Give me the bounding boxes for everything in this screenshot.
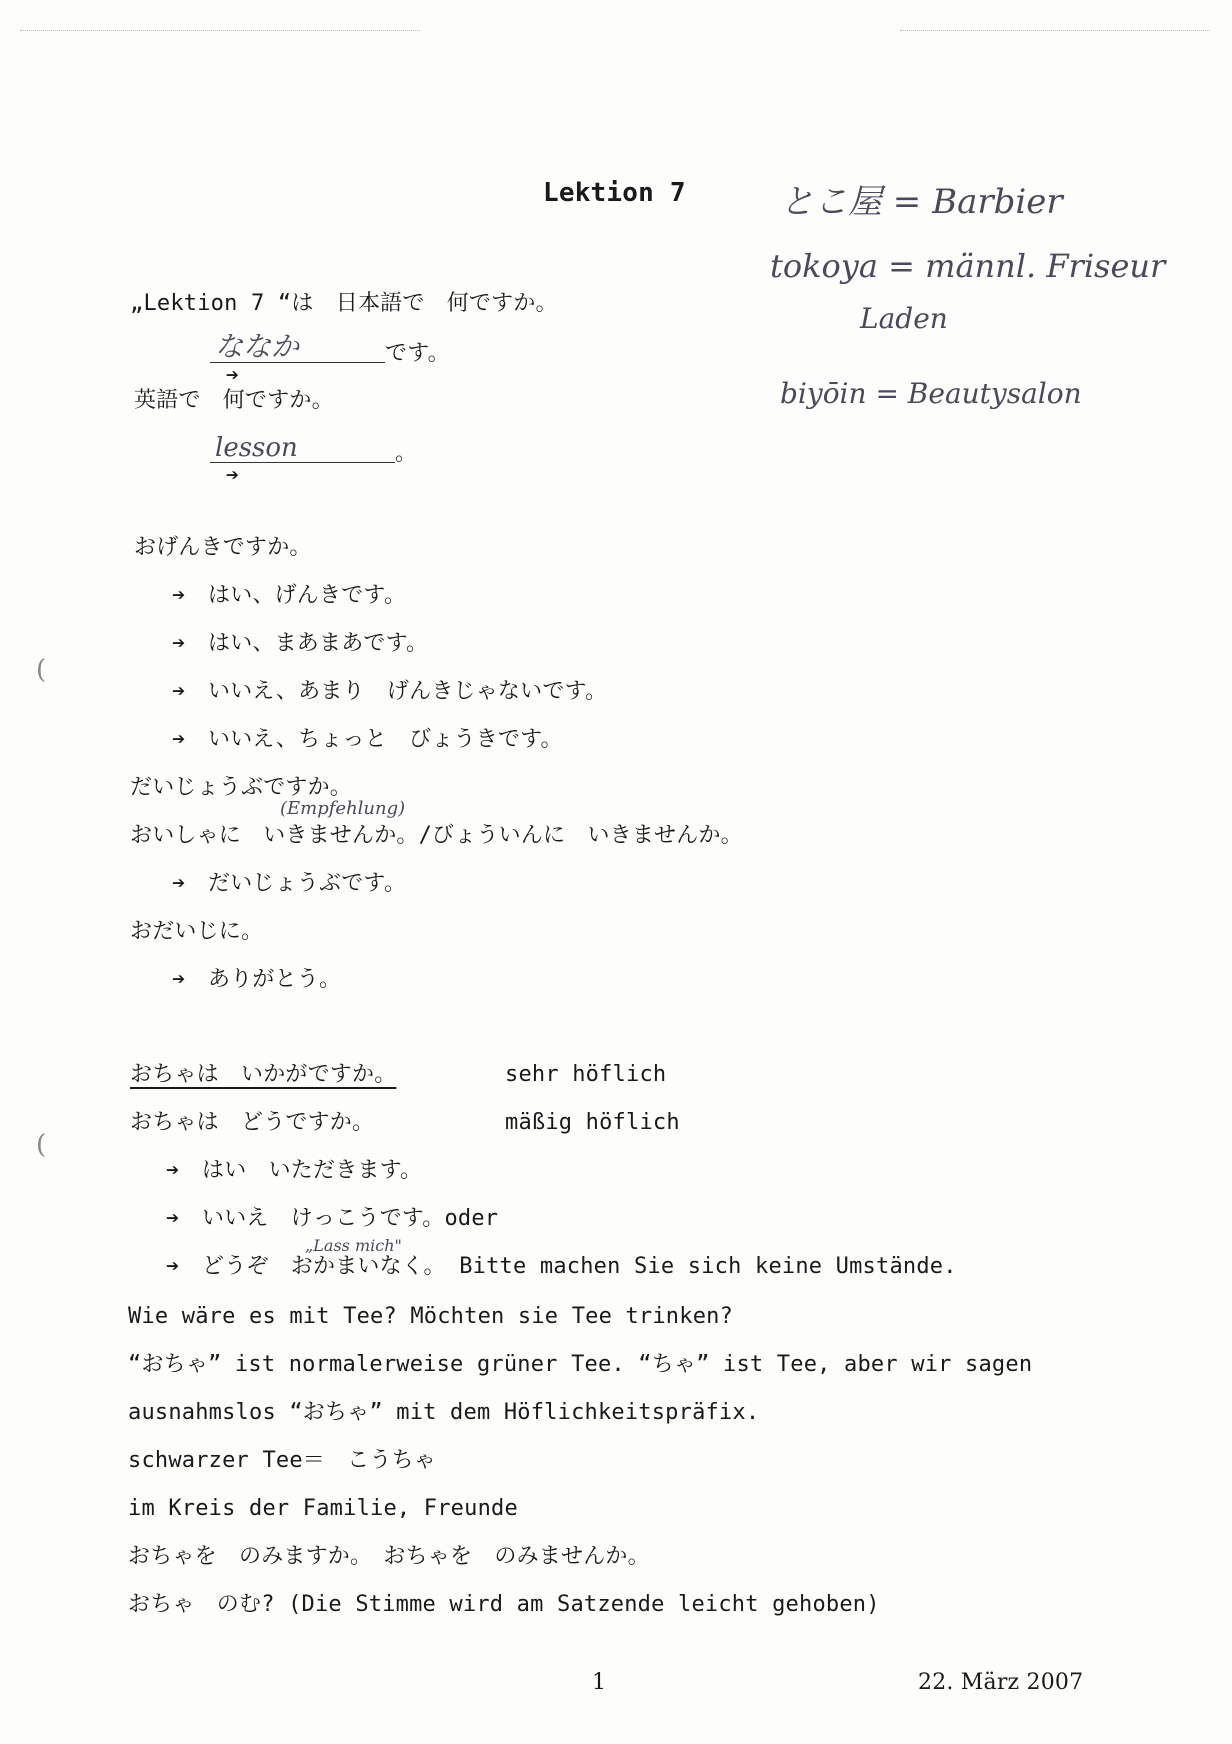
response-line: ➔ ありがとう。 (172, 967, 342, 992)
response-line: ➔ はい いただきます。 (166, 1158, 423, 1183)
text-line: おちゃ のむ? (Die Stimme wird am Satzende leicht gehoben) (128, 1592, 880, 1617)
arrow-icon: ➔ (172, 727, 186, 752)
handwritten-answer: ななか (215, 330, 300, 363)
response-line: ➔ はい、げんきです。 (172, 583, 407, 608)
arrow-icon: ➔ (172, 583, 186, 608)
response-line: ➔ どうぞ おかまいなく。 Bitte machen Sie sich keine Umstände. (166, 1254, 957, 1279)
question-line: おげんきですか。 (134, 535, 312, 560)
scan-edge-mark (20, 30, 420, 32)
arrow-icon: ➔ (172, 967, 186, 992)
arrow-icon: ➔ (225, 363, 240, 388)
footer-date: 22. März 2007 (918, 1670, 1084, 1695)
handwritten-note: Laden (860, 302, 948, 335)
arrow-icon: ➔ (172, 679, 186, 704)
arrow-icon: ➔ (172, 631, 186, 656)
response-line: ➔ いいえ、ちょっと びょうきです。 (172, 727, 563, 752)
handwritten-note: tokoya = männl. Friseur (770, 247, 1166, 285)
page-title: Lektion 7 (543, 178, 686, 208)
question-line: おちゃは いかがですか。 (130, 1062, 397, 1087)
text-line: Wie wäre es mit Tee? Möchten sie Tee trinken? (128, 1304, 734, 1329)
handwritten-answer: lesson (215, 433, 298, 463)
question-line: „Lektion 7 “は 日本語で 何ですか。 (130, 291, 558, 316)
text-line: schwarzer Tee＝ こうちゃ (128, 1448, 436, 1473)
scan-edge-mark (900, 30, 1210, 32)
handwritten-annotation: „Lass mich" (305, 1236, 402, 1255)
response-line: ➔ いいえ、あまり げんきじゃないです。 (172, 679, 608, 704)
scan-artifact: ( (36, 1130, 47, 1160)
handwritten-note: biyōin = Beautysalon (780, 377, 1082, 410)
question-line: だいじょうぶですか。 (130, 775, 353, 800)
answer-suffix: です。 (385, 341, 450, 366)
question-line: おだいじに。 (130, 919, 264, 944)
response-line: ➔ いいえ けっこうです。oder (166, 1206, 499, 1231)
arrow-icon: ➔ (225, 463, 240, 488)
scan-artifact: ( (36, 655, 47, 685)
politeness-note: mäßig höflich (505, 1110, 680, 1135)
page-number: 1 (592, 1670, 607, 1695)
text-line: ausnahmslos “おちゃ” mit dem Höflichkeitspräfix. (128, 1400, 760, 1425)
response-line: ➔ だいじょうぶです。 (172, 871, 407, 896)
question-line: 英語で 何ですか。 (134, 388, 334, 413)
arrow-icon: ➔ (172, 871, 186, 896)
handwritten-annotation: (Empfehlung) (280, 798, 406, 819)
text-line: “おちゃ” ist normalerweise grüner Tee. “ちゃ” ist Tee, aber wir sagen (128, 1352, 1033, 1377)
text-line: im Kreis der Familie, Freunde (128, 1496, 518, 1521)
response-line: ➔ はい、まあまあです。 (172, 631, 429, 656)
answer-suffix: 。 (395, 441, 418, 466)
question-line: おちゃは どうですか。 (130, 1110, 375, 1135)
text-line: おちゃを のみますか。 おちゃを のみませんか。 (128, 1544, 650, 1569)
politeness-note: sehr höflich (505, 1062, 667, 1087)
arrow-icon: ➔ (166, 1206, 180, 1231)
arrow-icon: ➔ (166, 1158, 180, 1183)
handwritten-note: とこ屋 = Barbier (780, 182, 1063, 222)
arrow-icon: ➔ (166, 1254, 180, 1279)
question-line: おいしゃに いきませんか。/びょういんに いきませんか。 (130, 823, 743, 848)
